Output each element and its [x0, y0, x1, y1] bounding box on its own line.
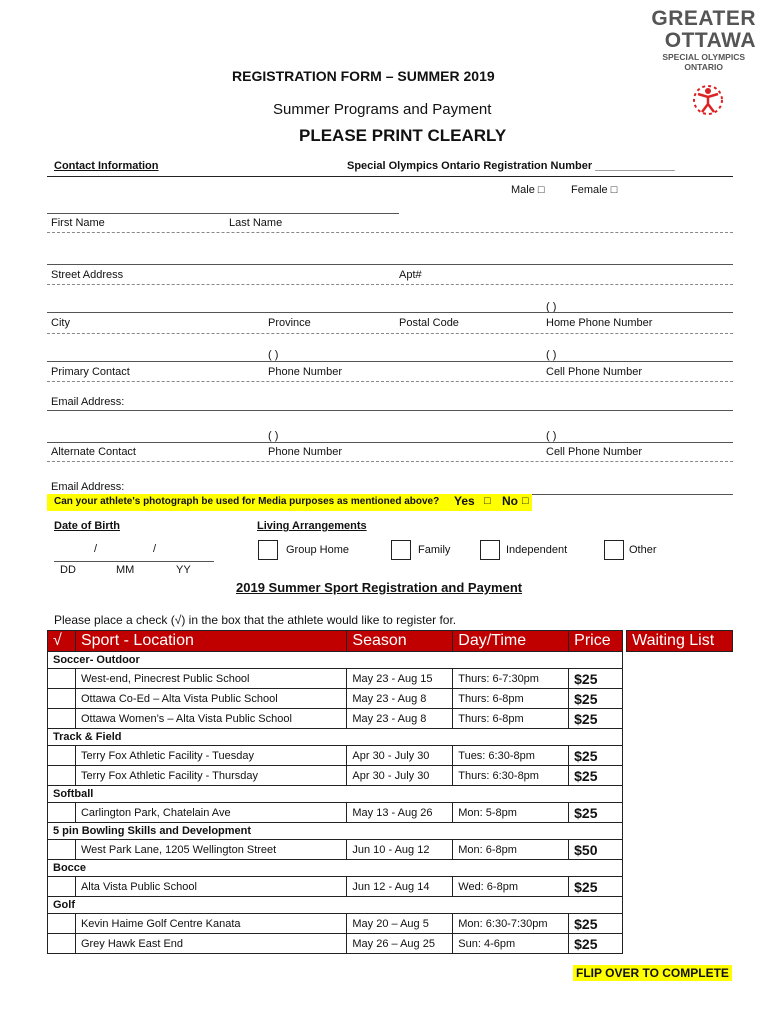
living-other-checkbox[interactable] — [604, 540, 624, 560]
sport-price: $25 — [569, 766, 623, 786]
register-checkbox-cell[interactable] — [48, 766, 76, 786]
sport-price: $50 — [569, 840, 623, 860]
home-phone-area-code[interactable]: ( ) — [546, 301, 557, 313]
flip-over-notice: FLIP OVER TO COMPLETE — [573, 965, 732, 981]
sport-location: West Park Lane, 1205 Wellington Street — [75, 840, 346, 860]
logo-line2: OTTAWA — [664, 29, 756, 52]
sport-location: Terry Fox Athletic Facility - Thursday — [75, 766, 346, 786]
sport-location: Alta Vista Public School — [75, 877, 346, 897]
table-row — [48, 689, 733, 709]
col-header-check: √ — [48, 631, 76, 652]
sport-category-row — [48, 729, 733, 746]
register-checkbox-cell[interactable] — [48, 689, 76, 709]
sport-instruction: Please place a check (√) in the box that the athlete would like to register for. — [54, 613, 457, 627]
sport-season: Jun 10 - Aug 12 — [347, 840, 453, 860]
logo — [651, 8, 756, 72]
living-other-label: Other — [629, 544, 657, 556]
dob-slash-1: / — [94, 543, 98, 555]
primary-phone-area-code[interactable]: ( ) — [268, 349, 279, 361]
sport-location: Grey Hawk East End — [75, 934, 346, 954]
alternate-cell-area-code[interactable]: ( ) — [546, 430, 557, 442]
waiting-list-cell[interactable] — [627, 840, 733, 860]
sport-section-title: 2019 Summer Sport Registration and Payment — [236, 580, 523, 595]
table-row — [48, 914, 733, 934]
sport-location: Ottawa Women’s – Alta Vista Public School — [75, 709, 346, 729]
sport-season: Apr 30 - July 30 — [347, 746, 453, 766]
sport-season: Jun 12 - Aug 14 — [347, 877, 453, 897]
last-name-label: Last Name — [229, 217, 283, 229]
sport-day-time: Thurs: 6-8pm — [453, 689, 569, 709]
logo-line4: ONTARIO — [684, 62, 723, 72]
col-header-waiting-list: Waiting List — [627, 631, 733, 652]
sport-day-time: Mon: 5-8pm — [453, 803, 569, 823]
table-row — [48, 877, 733, 897]
photo-consent-no[interactable]: No — [502, 494, 518, 508]
sport-price: $25 — [569, 803, 623, 823]
sport-price: $25 — [569, 669, 623, 689]
print-instruction: PLEASE PRINT CLEARLY — [299, 126, 507, 145]
sport-season: May 13 - Aug 26 — [347, 803, 453, 823]
street-address-label: Street Address — [51, 269, 124, 281]
sport-category-name: Track & Field — [48, 729, 623, 746]
sport-category-row — [48, 652, 733, 669]
contact-heading: Contact Information — [54, 160, 159, 172]
sport-category-name: 5 pin Bowling Skills and Development — [48, 823, 623, 840]
photo-consent-row — [47, 494, 532, 511]
dob-dd-label: DD — [60, 564, 76, 576]
table-row — [48, 746, 733, 766]
form-title: REGISTRATION FORM – SUMMER 2019 — [232, 68, 495, 84]
sport-season: May 23 - Aug 8 — [347, 689, 453, 709]
col-header-sport: Sport - Location — [75, 631, 346, 652]
register-checkbox-cell[interactable] — [48, 709, 76, 729]
photo-consent-no-box[interactable]: □ — [522, 495, 529, 507]
sport-season: May 23 - Aug 15 — [347, 669, 453, 689]
waiting-list-cell[interactable] — [627, 766, 733, 786]
sport-day-time: Wed: 6-8pm — [453, 877, 569, 897]
living-independent-label: Independent — [506, 544, 568, 556]
table-row — [48, 840, 733, 860]
alternate-contact-label: Alternate Contact — [51, 446, 136, 458]
living-group-home-checkbox[interactable] — [258, 540, 278, 560]
waiting-list-cell[interactable] — [627, 746, 733, 766]
living-family-label: Family — [418, 544, 451, 556]
sport-category-row — [48, 897, 733, 914]
sport-price: $25 — [569, 877, 623, 897]
sport-day-time: Mon: 6:30-7:30pm — [453, 914, 569, 934]
living-group-home-label: Group Home — [286, 544, 349, 556]
alternate-email-label: Email Address: — [51, 481, 125, 493]
register-checkbox-cell[interactable] — [48, 914, 76, 934]
waiting-list-cell[interactable] — [627, 914, 733, 934]
living-family-checkbox[interactable] — [391, 540, 411, 560]
waiting-list-cell[interactable] — [627, 934, 733, 954]
first-name-label: First Name — [51, 217, 105, 229]
waiting-list-cell[interactable] — [627, 803, 733, 823]
register-checkbox-cell[interactable] — [48, 934, 76, 954]
alternate-cell-label: Cell Phone Number — [546, 446, 642, 458]
sport-price: $25 — [569, 709, 623, 729]
living-heading: Living Arrangements — [257, 520, 367, 532]
sport-price: $25 — [569, 934, 623, 954]
table-header-row — [48, 631, 733, 652]
dob-mm-label: MM — [116, 564, 135, 576]
waiting-list-cell[interactable] — [627, 877, 733, 897]
primary-email-label: Email Address: — [51, 396, 125, 408]
home-phone-label: Home Phone Number — [546, 317, 653, 329]
dob-slash-2: / — [153, 543, 157, 555]
sport-location: Ottawa Co-Ed – Alta Vista Public School — [75, 689, 346, 709]
sport-category-name: Golf — [48, 897, 623, 914]
special-olympics-emblem-icon — [686, 82, 730, 118]
sport-location: Kevin Haime Golf Centre Kanata — [75, 914, 346, 934]
alternate-phone-area-code[interactable]: ( ) — [268, 430, 279, 442]
gender-male-option[interactable]: Male □ — [511, 184, 545, 196]
photo-consent-yes-box[interactable]: □ — [484, 495, 491, 507]
sport-day-time: Tues: 6:30-8pm — [453, 746, 569, 766]
sport-day-time: Thurs: 6-7:30pm — [453, 669, 569, 689]
waiting-list-cell[interactable] — [627, 689, 733, 709]
sport-category-name: Bocce — [48, 860, 623, 877]
sport-category-row — [48, 823, 733, 840]
waiting-list-cell[interactable] — [627, 669, 733, 689]
waiting-list-cell[interactable] — [627, 709, 733, 729]
sport-price: $25 — [569, 914, 623, 934]
sport-category-row — [48, 860, 733, 877]
col-header-price: Price — [569, 631, 623, 652]
sport-price: $25 — [569, 689, 623, 709]
sport-season: May 23 - Aug 8 — [347, 709, 453, 729]
primary-phone-label: Phone Number — [268, 366, 342, 378]
gender-female-option[interactable]: Female □ — [571, 184, 618, 196]
sport-day-time: Sun: 4-6pm — [453, 934, 569, 954]
logo-line1: GREATER — [651, 7, 756, 30]
primary-cell-label: Cell Phone Number — [546, 366, 642, 378]
postal-code-label: Postal Code — [399, 317, 459, 329]
apt-label: Apt# — [399, 269, 422, 281]
alternate-phone-label: Phone Number — [268, 446, 342, 458]
table-row — [48, 803, 733, 823]
sport-registration-table — [47, 630, 733, 954]
sport-season: May 20 – Aug 5 — [347, 914, 453, 934]
photo-consent-yes[interactable]: Yes — [454, 494, 475, 508]
dob-yy-label: YY — [176, 564, 191, 576]
form-subtitle: Summer Programs and Payment — [273, 101, 492, 118]
sport-price: $25 — [569, 746, 623, 766]
sport-location: Terry Fox Athletic Facility - Tuesday — [75, 746, 346, 766]
sport-day-time: Thurs: 6:30-8pm — [453, 766, 569, 786]
photo-consent-question: Can your athlete's photograph be used for Media purposes as mentioned above? — [54, 496, 440, 507]
registration-number-label[interactable]: Special Olympics Ontario Registration Number _____________ — [347, 160, 675, 172]
sport-season: Apr 30 - July 30 — [347, 766, 453, 786]
register-checkbox-cell[interactable] — [48, 669, 76, 689]
sport-day-time: Thurs: 6-8pm — [453, 709, 569, 729]
province-label: Province — [268, 317, 311, 329]
table-row — [48, 709, 733, 729]
city-label: City — [51, 317, 70, 329]
living-independent-checkbox[interactable] — [480, 540, 500, 560]
register-checkbox-cell[interactable] — [48, 840, 76, 860]
table-row — [48, 766, 733, 786]
sport-season: May 26 – Aug 25 — [347, 934, 453, 954]
table-row — [48, 669, 733, 689]
sport-category-name: Softball — [48, 786, 623, 803]
logo-line3: SPECIAL OLYMPICS — [662, 52, 746, 62]
sport-category-name: Soccer- Outdoor — [48, 652, 623, 669]
col-header-season: Season — [347, 631, 453, 652]
sport-category-row — [48, 786, 733, 803]
register-checkbox-cell[interactable] — [48, 803, 76, 823]
primary-cell-area-code[interactable]: ( ) — [546, 349, 557, 361]
sport-location: Carlington Park, Chatelain Ave — [75, 803, 346, 823]
register-checkbox-cell[interactable] — [48, 746, 76, 766]
col-header-day: Day/Time — [453, 631, 569, 652]
primary-contact-label: Primary Contact — [51, 366, 130, 378]
table-row — [48, 934, 733, 954]
sport-day-time: Mon: 6-8pm — [453, 840, 569, 860]
sport-location: West-end, Pinecrest Public School — [75, 669, 346, 689]
register-checkbox-cell[interactable] — [48, 877, 76, 897]
dob-heading: Date of Birth — [54, 520, 120, 532]
